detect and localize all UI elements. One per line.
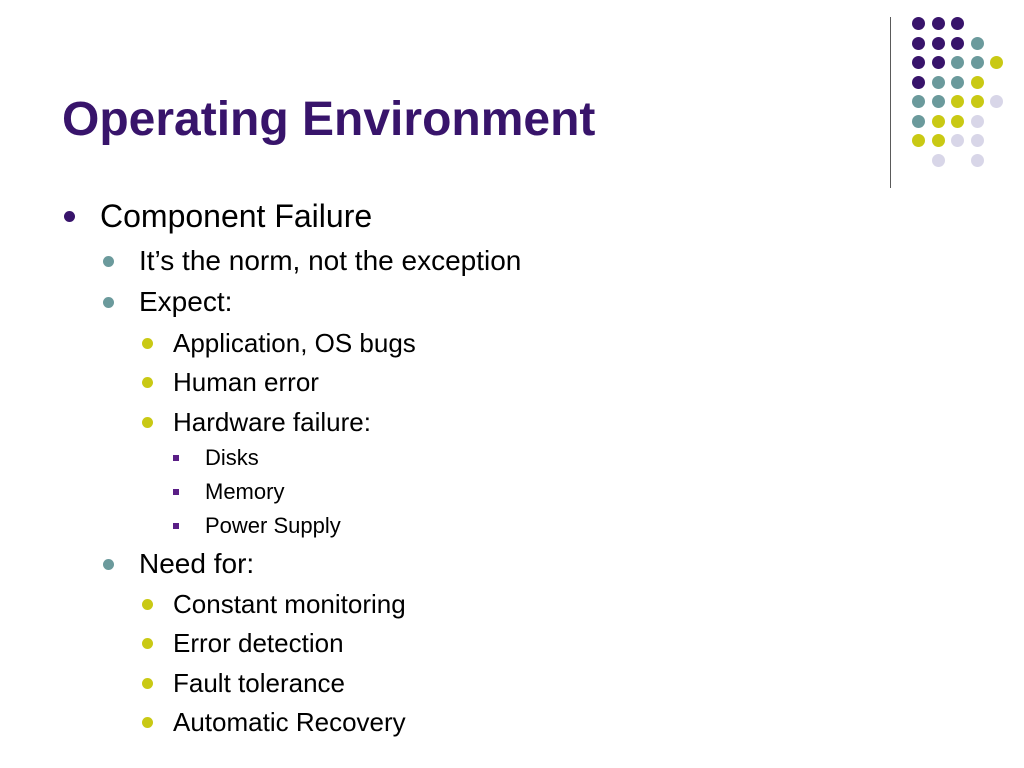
bullet-marker: [173, 455, 179, 461]
bullet-marker: [142, 638, 153, 649]
bullet-text: Automatic Recovery: [173, 707, 406, 737]
bullet-text: Disks: [205, 445, 259, 470]
bullet-text: Error detection: [173, 628, 344, 658]
bullet-marker: [142, 678, 153, 689]
slide-title: Operating Environment: [62, 93, 596, 146]
bullet-text: Fault tolerance: [173, 668, 345, 698]
bullet-item: [173, 327, 416, 359]
bullet-text: Memory: [205, 479, 285, 504]
bullet-marker: [64, 211, 75, 222]
bullet-item: [205, 479, 284, 505]
bullet-marker: [173, 523, 179, 529]
bullet-text: Expect:: [139, 286, 233, 317]
bullet-text: Application, OS bugs: [173, 328, 416, 358]
bullet-text: Constant monitoring: [173, 589, 406, 619]
bullet-item: [173, 588, 406, 620]
bullet-marker: [142, 599, 153, 610]
bullet-item: [205, 445, 259, 471]
bullet-item: [100, 196, 372, 236]
bullet-marker: [142, 338, 153, 349]
bullet-marker: [142, 417, 153, 428]
bullet-marker: [103, 559, 114, 570]
bullet-text: Human error: [173, 367, 319, 397]
bullet-text: Need for:: [139, 548, 255, 579]
bullet-item: [173, 706, 406, 738]
bullet-item: [139, 285, 232, 319]
bullet-item: [173, 627, 344, 659]
bullet-marker: [103, 297, 114, 308]
bullet-marker: [142, 377, 153, 388]
bullet-text: It’s the norm, not the exception: [139, 245, 522, 276]
bullet-marker: [142, 717, 153, 728]
bullet-item: [173, 406, 371, 438]
bullet-marker: [103, 256, 114, 267]
bullet-text: Component Failure: [100, 198, 373, 234]
bullet-item: [173, 366, 319, 398]
bullet-item: [205, 513, 341, 539]
bullet-text: Power Supply: [205, 513, 341, 538]
bullet-text: Hardware failure:: [173, 407, 371, 437]
bullet-item: [139, 547, 254, 581]
bullet-item: [139, 244, 521, 278]
bullet-item: [173, 667, 345, 699]
bullet-marker: [173, 489, 179, 495]
